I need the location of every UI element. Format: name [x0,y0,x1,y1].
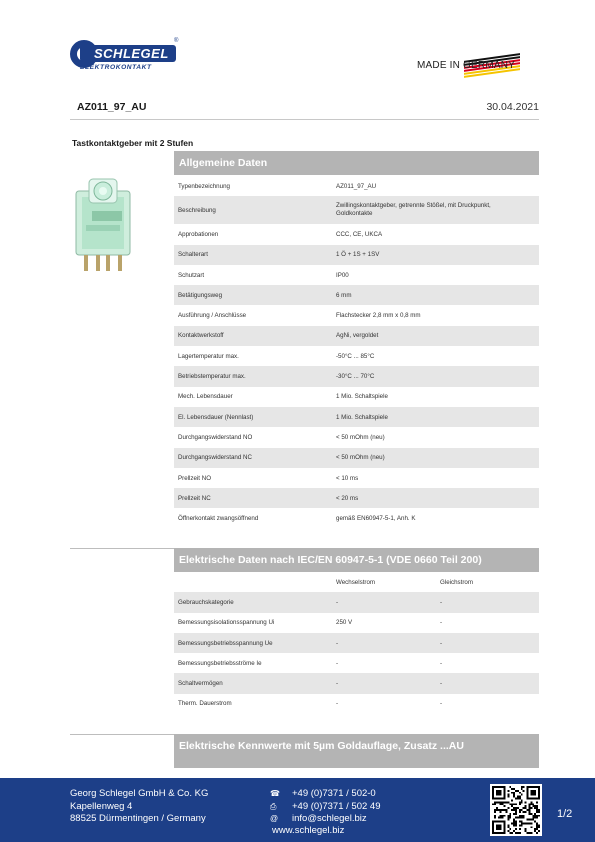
row-value: < 20 ms [336,494,359,502]
row-value: 1 Mio. Schaltspiele [336,413,388,421]
row-key: Öffnerkontakt zwangsöffnend [178,515,259,523]
row-key: Beschreibung [178,206,216,214]
row-value: 1 Mio. Schaltspiele [336,393,388,401]
table-row [174,346,539,366]
page-footer [0,778,595,842]
gold-plating-title: Elektrische Kennwerte mit 5µm Goldauflage, Zusatz ...AU [174,734,539,768]
row-value: -50°C ... 85°C [336,352,375,360]
email-icon: @ [270,814,279,823]
table-row [174,613,539,633]
row-value: IP00 [336,271,349,279]
table-row [174,592,539,612]
row-key: El. Lebensdauer (Nennlast) [178,413,254,421]
row-key: Approbationen [178,230,219,238]
row-key: Kontaktwerkstoff [178,332,224,340]
header-divider [70,119,539,120]
row-key: Schutzart [178,271,205,279]
table-row [174,653,539,673]
row-value-ac: - [336,680,339,688]
row-value: < 50 mOhm (neu) [336,433,385,441]
table-row [174,387,539,407]
row-value: gemäß EN60947-5-1, Anh. K [336,515,416,523]
row-key: Bemessungsbetriebsspannung Ue [178,639,273,647]
row-value-ac: 250 V [336,619,353,627]
row-value-dc: - [440,680,443,688]
table-row [174,366,539,386]
electrical-data-section [174,548,539,714]
made-in-label: MADE IN GERMANY [417,60,516,71]
phone-icon: ☎ [270,789,280,798]
row-value: Zwillingskontaktgeber, getrennte Stößel, mit Druckpunkt, Goldkontakte [336,202,491,218]
company-name: Georg Schlegel GmbH & Co. KG [70,788,209,799]
row-key: Bemessungsbetriebsströme Ie [178,659,262,667]
logo-wordmark: SCHLEGEL [80,45,176,62]
general-data-table [174,175,539,529]
company-address [70,788,208,826]
row-key: Durchgangswiderstand NC [178,454,252,462]
row-value-dc: - [440,598,443,606]
row-value-ac: - [336,598,339,606]
document-code: AZ011_97_AU [77,101,147,113]
row-value: AgNi, vergoldet [336,332,379,340]
row-value-dc: - [440,619,443,627]
table-row [174,488,539,508]
table-row [174,305,539,325]
phone-number[interactable]: +49 (0)7371 / 502-0 [292,788,376,799]
table-row [174,326,539,346]
table-row [174,427,539,447]
row-value: 6 mm [336,291,352,299]
row-key: Lagertemperatur max. [178,352,239,360]
row-value-dc: - [440,659,443,667]
row-key: Therm. Dauerstrom [178,700,232,708]
row-key: Typenbezeichnung [178,182,230,190]
table-row [174,694,539,714]
fax-icon: ⎙ [270,801,277,811]
row-key: Schaltvermögen [178,680,223,688]
row-key: Bemessungsisolationsspannung Ui [178,619,275,627]
row-key: Gebrauchskategorie [178,598,234,606]
gold-plating-section [174,734,539,768]
column-header-ac: Wechselstrom [336,578,376,586]
row-value-dc: - [440,700,443,708]
fax-number: +49 (0)7371 / 502 49 [292,800,381,812]
company-street: Kapellenweg 4 [70,800,133,812]
qr-code[interactable] [490,784,542,836]
row-value: AZ011_97_AU [336,182,377,190]
table-row [174,196,539,224]
table-row [174,224,539,244]
row-value-ac: - [336,659,339,667]
row-value-ac: - [336,700,339,708]
table-row [174,265,539,285]
document-date: 30.04.2021 [486,101,539,113]
row-key: Ausführung / Anschlüsse [178,312,247,320]
row-key: Schalterart [178,251,208,259]
company-city: 88525 Dürmentingen / Germany [70,813,206,824]
general-data-title: Allgemeine Daten [174,151,539,175]
row-key: Mech. Lebensdauer [178,393,233,401]
table-header-row [174,572,539,592]
row-value: < 10 ms [336,474,359,482]
row-value-ac: - [336,639,339,647]
row-value: 1 Ö + 1S + 1SV [336,251,380,259]
logo-subtitle: ELEKTROKONTAKT [80,64,152,71]
row-key: Prellzeit NO [178,474,212,482]
product-image [72,177,134,277]
column-header-dc: Gleichstrom [440,578,474,586]
table-row [174,448,539,468]
table-row [174,407,539,427]
table-row [174,633,539,653]
website-link[interactable]: www.schlegel.biz [272,825,345,836]
row-key: Prellzeit NC [178,494,211,502]
table-row [174,285,539,305]
row-value: CCC, CE, UKCA [336,230,383,238]
table-row [174,673,539,693]
table-row [174,468,539,488]
table-row [174,176,539,196]
electrical-data-title: Elektrische Daten nach IEC/EN 60947-5-1 (VDE 0660 Teil 200) [174,548,539,572]
row-value: < 50 mOhm (neu) [336,454,385,462]
row-value-dc: - [440,639,443,647]
row-value: Flachstecker 2,8 mm x 0,8 mm [336,312,421,320]
row-key: Betriebstemperatur max. [178,373,246,381]
row-value: -30°C ... 70°C [336,373,375,381]
row-key: Betätigungsweg [178,291,223,299]
row-key: Durchgangswiderstand NO [178,433,253,441]
general-data-section [174,151,539,529]
contact-block [270,788,380,826]
email-link[interactable]: info@schlegel.biz [292,813,367,824]
table-row [174,245,539,265]
table-row [174,508,539,528]
registered-mark: ® [174,38,179,44]
company-logo [70,38,182,72]
page-number: 1/2 [557,808,573,820]
product-subtitle: Tastkontaktgeber mit 2 Stufen [72,138,194,148]
